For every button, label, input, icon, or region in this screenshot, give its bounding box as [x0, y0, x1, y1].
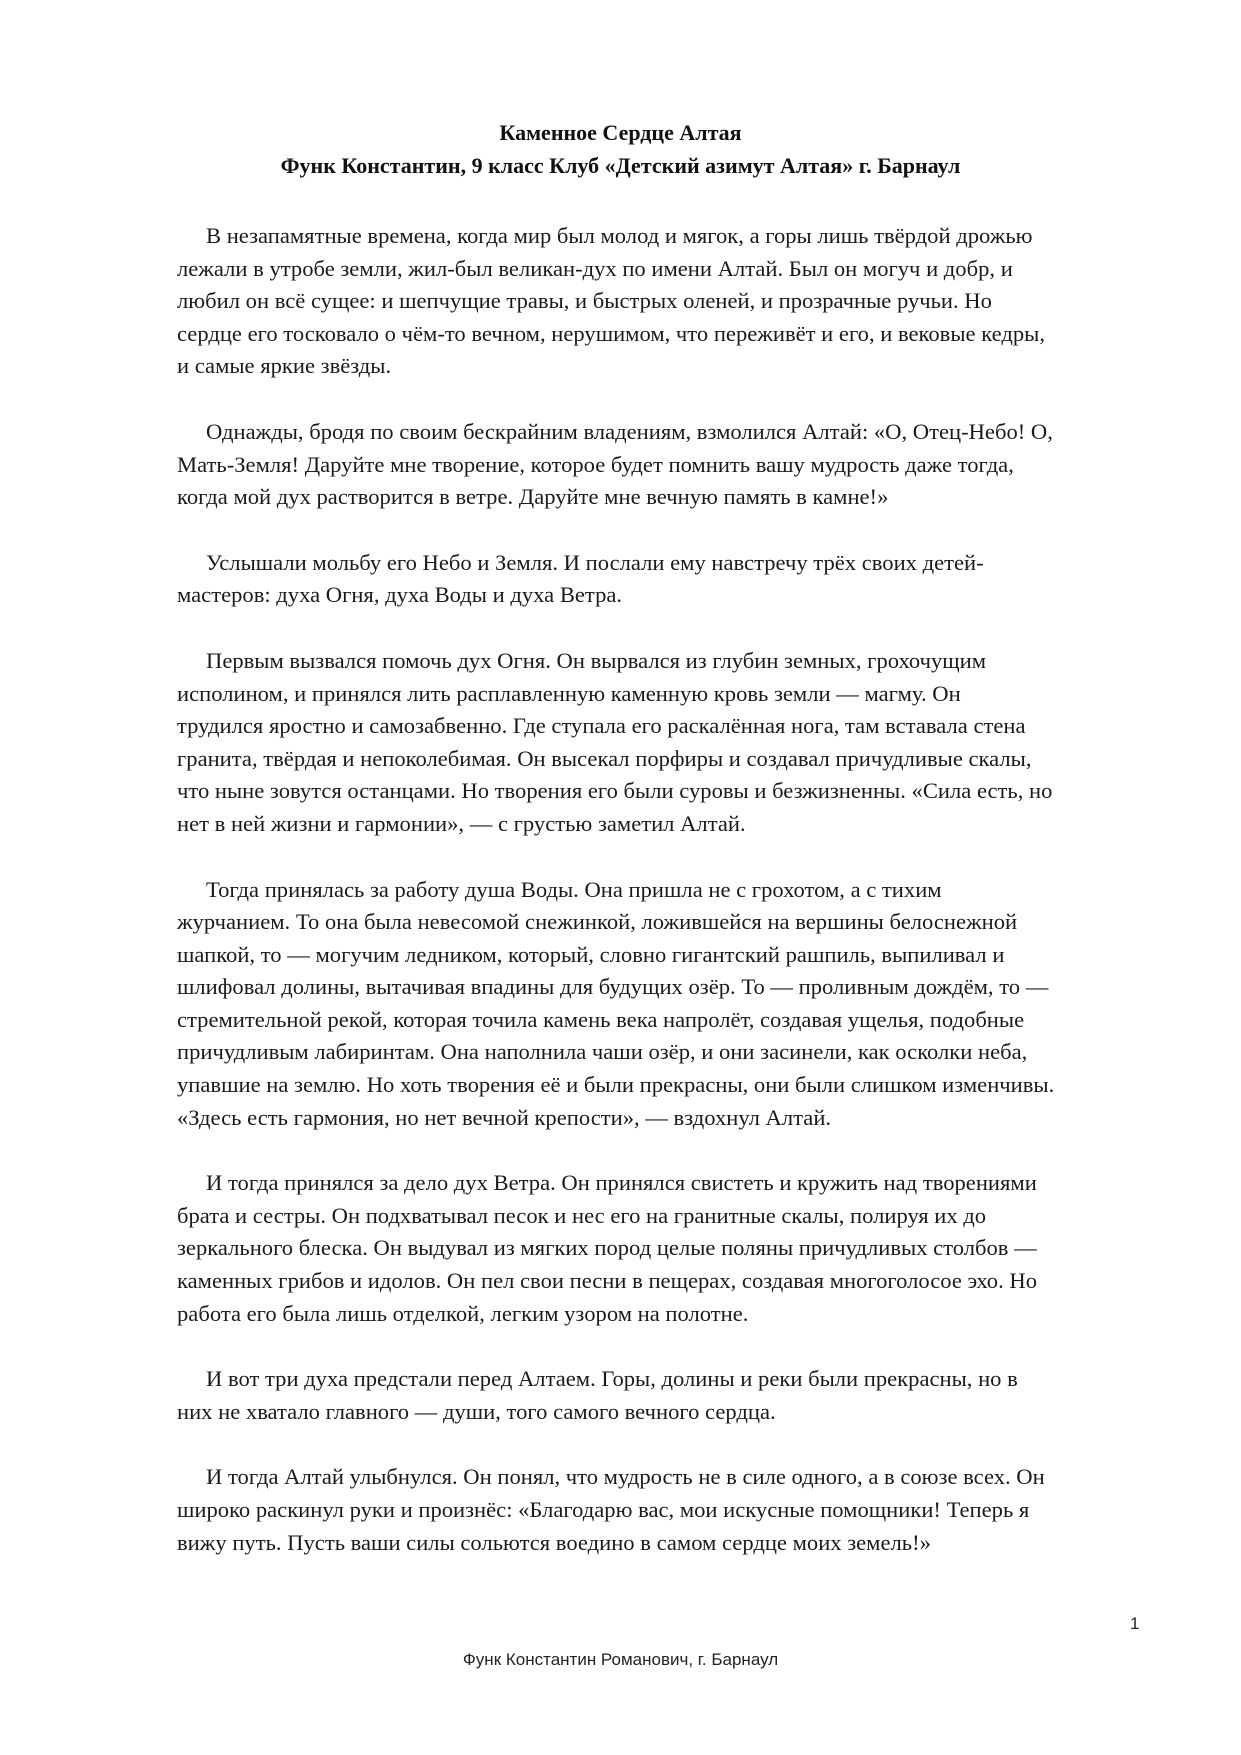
- text-line: нет в ней жизни и гармонии», — с грустью заметил Алтай.: [177, 810, 746, 836]
- text-line: любил он всё сущее: и шепчущие травы, и быстрых оленей, и прозрачные ручьи. Но: [177, 288, 992, 314]
- paragraph: [177, 220, 1157, 383]
- text-line: журчанием. То она была невесомой снежинкой, ложившейся на вершины белоснежной: [177, 909, 1018, 935]
- text-line: причудливым лабиринтам. Она наполнила чаши озёр, и они засинели, как осколки неба,: [177, 1039, 1028, 1065]
- text-line: зеркального блеска. Он выдувал из мягких пород целые поляны причудливых столбов —: [177, 1235, 1037, 1261]
- text-line: трудился яростно и самозабвенно. Где ступала его раскалённая нога, там вставала стена: [177, 713, 1026, 739]
- text-line: Однажды, бродя по своим бескрайним владениям, взмолился Алтай: «О, Отец-Небо! О,: [206, 418, 1053, 444]
- paragraph: [177, 416, 1157, 514]
- text-line: шапкой, то — могучим ледником, который, словно гигантский рашпиль, выпиливал и: [177, 941, 1005, 967]
- text-line: исполином, и принялся лить расплавленную каменную кровь земли — магму. Он: [177, 680, 961, 706]
- text-line: вижу путь. Пусть ваши силы сольются воедино в самом сердце моих земель!»: [177, 1529, 931, 1555]
- text-line: В незапамятные времена, когда мир был молод и мягок, а горы лишь твёрдой дрожью: [206, 223, 1033, 248]
- paragraph: [177, 547, 1157, 612]
- text-line: Мать-Земля! Даруйте мне творение, которое будет помнить вашу мудрость даже тогда,: [177, 451, 1014, 477]
- paragraph: [177, 874, 1157, 1135]
- document-body: [177, 220, 1157, 1592]
- text-line: мастеров: духа Огня, духа Воды и духа Ветра.: [177, 582, 623, 608]
- paragraph: [177, 1461, 1157, 1559]
- text-line: Услышали мольбу его Небо и Земля. И послали ему навстречу трёх своих детей-: [206, 549, 984, 575]
- text-line: И тогда принялся за дело дух Ветра. Он принялся свистеть и кружить над творениями: [206, 1170, 1037, 1196]
- page-number: 1: [1130, 1614, 1140, 1633]
- text-line: широко раскинул руки и произнёс: «Благодарю вас, мои искусные помощники! Теперь я: [177, 1497, 1030, 1522]
- text-line: «Здесь есть гармония, но нет вечной крепости», — вздохнул Алтай.: [177, 1104, 832, 1130]
- text-line: них не хватало главного — души, того самого вечного сердца.: [177, 1398, 776, 1424]
- text-line: лежали в утробе земли, жил-был великан-дух по имени Алтай. Был он могуч и добр, и: [177, 255, 1013, 281]
- text-line: брата и сестры. Он подхватывал песок и нес его на гранитные скалы, полируя их до: [177, 1202, 987, 1228]
- page-footer: Функ Константин Романович, г. Барнаул: [462, 1650, 779, 1669]
- text-line: И вот три духа предстали перед Алтаем. Горы, долины и реки были прекрасны, но в: [206, 1366, 1018, 1392]
- document-title: Каменное Сердце Алтая: [499, 120, 742, 145]
- document-subtitle: Функ Константин, 9 класс Клуб «Детский азимут Алтая» г. Барнаул: [280, 153, 961, 178]
- text-line: сердце его тосковало о чём-то вечном, нерушимом, что переживёт и его, и вековые кедры,: [177, 320, 1045, 346]
- text-line: Первым вызвался помочь дух Огня. Он вырвался из глубин земных, грохочущим: [206, 647, 987, 673]
- text-line: упавшие на землю. Но хоть творения её и были прекрасны, они были слишком изменчивы.: [177, 1072, 1055, 1098]
- text-line: работа его была лишь отделкой, легким узором на полотне.: [177, 1300, 749, 1326]
- text-line: И тогда Алтай улыбнулся. Он понял, что мудрость не в силе одного, а в союзе всех. Он: [206, 1464, 1045, 1490]
- text-line: и самые яркие звёзды.: [177, 353, 392, 379]
- text-line: шлифовал долины, вытачивая впадины для будущих озёр. То — проливным дождём, то —: [177, 974, 1049, 1000]
- paragraph: [177, 1167, 1157, 1330]
- paragraph: [177, 645, 1157, 841]
- text-line: каменных грибов и идолов. Он пел свои песни в пещерах, создавая многоголосое эхо. Но: [177, 1268, 1037, 1294]
- text-line: Тогда принялась за работу душа Воды. Она пришла не с грохотом, а с тихим: [206, 876, 942, 902]
- text-line: гранита, твёрдая и непоколебимая. Он высекал порфиры и создавал причудливые скалы,: [177, 745, 1032, 771]
- text-line: когда мой дух растворится в ветре. Даруйте мне вечную память в камне!»: [177, 484, 889, 510]
- text-line: стремительной рекой, которая точила камень века напролёт, создавая ущелья, подобные: [177, 1006, 1025, 1032]
- paragraph: [177, 1363, 1157, 1428]
- text-line: что ныне зовутся останцами. Но творения его были суровы и безжизненны. «Сила есть, но: [177, 778, 1053, 804]
